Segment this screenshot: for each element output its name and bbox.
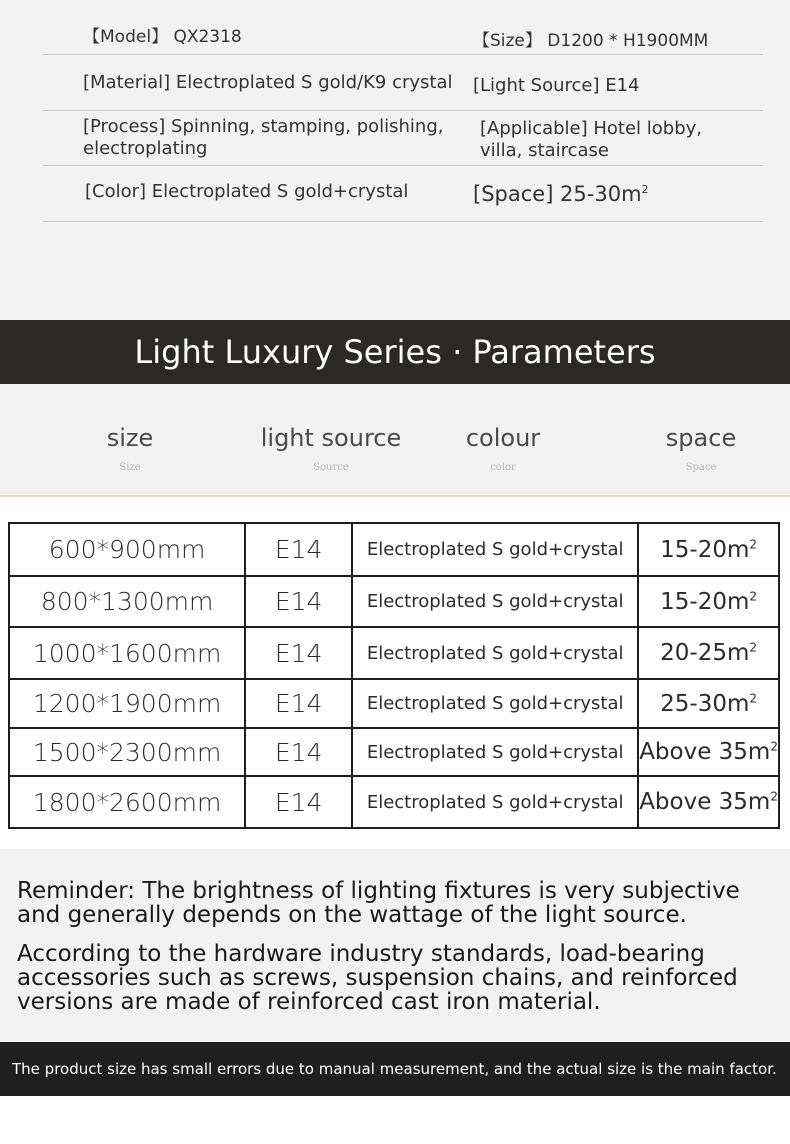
spec-row bbox=[43, 111, 763, 166]
spec-light-source: [Light Source] E14 bbox=[473, 75, 640, 96]
cell-light-source: E14 bbox=[245, 679, 352, 728]
cell-light-source: E14 bbox=[245, 728, 352, 776]
cell-light-source: E14 bbox=[245, 776, 352, 828]
spec-row bbox=[43, 0, 763, 55]
label-colour: colour color bbox=[465, 424, 541, 473]
cell-colour: Electroplated S gold+crystal bbox=[352, 627, 638, 679]
cell-light-source: E14 bbox=[245, 523, 352, 576]
cell-size: 1000*1600mm bbox=[9, 627, 245, 679]
footer-note bbox=[0, 1042, 790, 1096]
spec-row bbox=[43, 55, 763, 111]
cell-size: 1200*1900mm bbox=[9, 679, 245, 728]
table-row bbox=[9, 627, 779, 679]
spec-color: [Color] Electroplated S gold+crystal bbox=[85, 181, 409, 202]
section-title: Light Luxury Series · Parameters bbox=[134, 333, 656, 371]
label-space: space Space bbox=[665, 424, 737, 473]
cell-space: $25-30m^2$ bbox=[638, 679, 779, 728]
cell-space: $15-20m^2$ bbox=[638, 523, 779, 576]
cell-space: Above $35m^2$ bbox=[638, 728, 779, 776]
spec-model: 【Model】 QX2318 bbox=[83, 27, 242, 47]
cell-colour: Electroplated S gold+crystal bbox=[352, 776, 638, 828]
label-size: size Size bbox=[106, 424, 154, 473]
cell-light-source: E14 bbox=[245, 627, 352, 679]
spec-size: 【Size】 D1200 * H1900MM bbox=[473, 31, 709, 51]
label-light-source: light source Source bbox=[260, 424, 402, 473]
cell-space: $15-20m^2$ bbox=[638, 576, 779, 627]
bottom-margin bbox=[0, 1096, 790, 1144]
table-row bbox=[9, 776, 779, 828]
table-row bbox=[9, 728, 779, 776]
cell-size: 1800*2600mm bbox=[9, 776, 245, 828]
table-row bbox=[9, 523, 779, 576]
cell-light-source: E14 bbox=[245, 576, 352, 627]
column-labels bbox=[0, 384, 790, 497]
spec-material: [Material] Electroplated S gold/K9 crystal bbox=[83, 72, 453, 93]
spec-row bbox=[43, 166, 763, 222]
table-row bbox=[9, 576, 779, 627]
reminder-section bbox=[0, 849, 790, 1042]
table-row bbox=[9, 679, 779, 728]
parameters-table bbox=[8, 522, 780, 829]
spec-applicable: [Applicable] Hotel lobby, villa, staircase bbox=[480, 118, 703, 161]
cell-space: Above $35m^2$ bbox=[638, 776, 779, 828]
cell-colour: Electroplated S gold+crystal bbox=[352, 523, 638, 576]
reminder-brightness: Reminder: The brightness of lighting fixtures is very subjective and generally depends on the wattage of the light source. bbox=[17, 878, 740, 928]
cell-colour: Electroplated S gold+crystal bbox=[352, 576, 638, 627]
cell-size: 600*900mm bbox=[9, 523, 245, 576]
cell-colour: Electroplated S gold+crystal bbox=[352, 679, 638, 728]
spec-space: [Space] $25-30m^2$ bbox=[473, 182, 649, 206]
cell-size: 800*1300mm bbox=[9, 576, 245, 627]
reminder-hardware: According to the hardware industry standards, load-bearing accessories such as screws, suspension chains, and reinforced versions are made of reinforced cast iron material. bbox=[17, 941, 738, 1015]
footer-text: The product size has small errors due to manual measurement, and the actual size is the main factor. bbox=[12, 1060, 777, 1078]
cell-size: 1500*2300mm bbox=[9, 728, 245, 776]
spec-process: [Process] Spinning, stamping, polishing, electroplating bbox=[83, 116, 444, 159]
parameters-table-section bbox=[0, 497, 790, 849]
section-title-band bbox=[0, 320, 790, 384]
cell-colour: Electroplated S gold+crystal bbox=[352, 728, 638, 776]
cell-space: $20-25m^2$ bbox=[638, 627, 779, 679]
spec-section bbox=[43, 0, 763, 320]
